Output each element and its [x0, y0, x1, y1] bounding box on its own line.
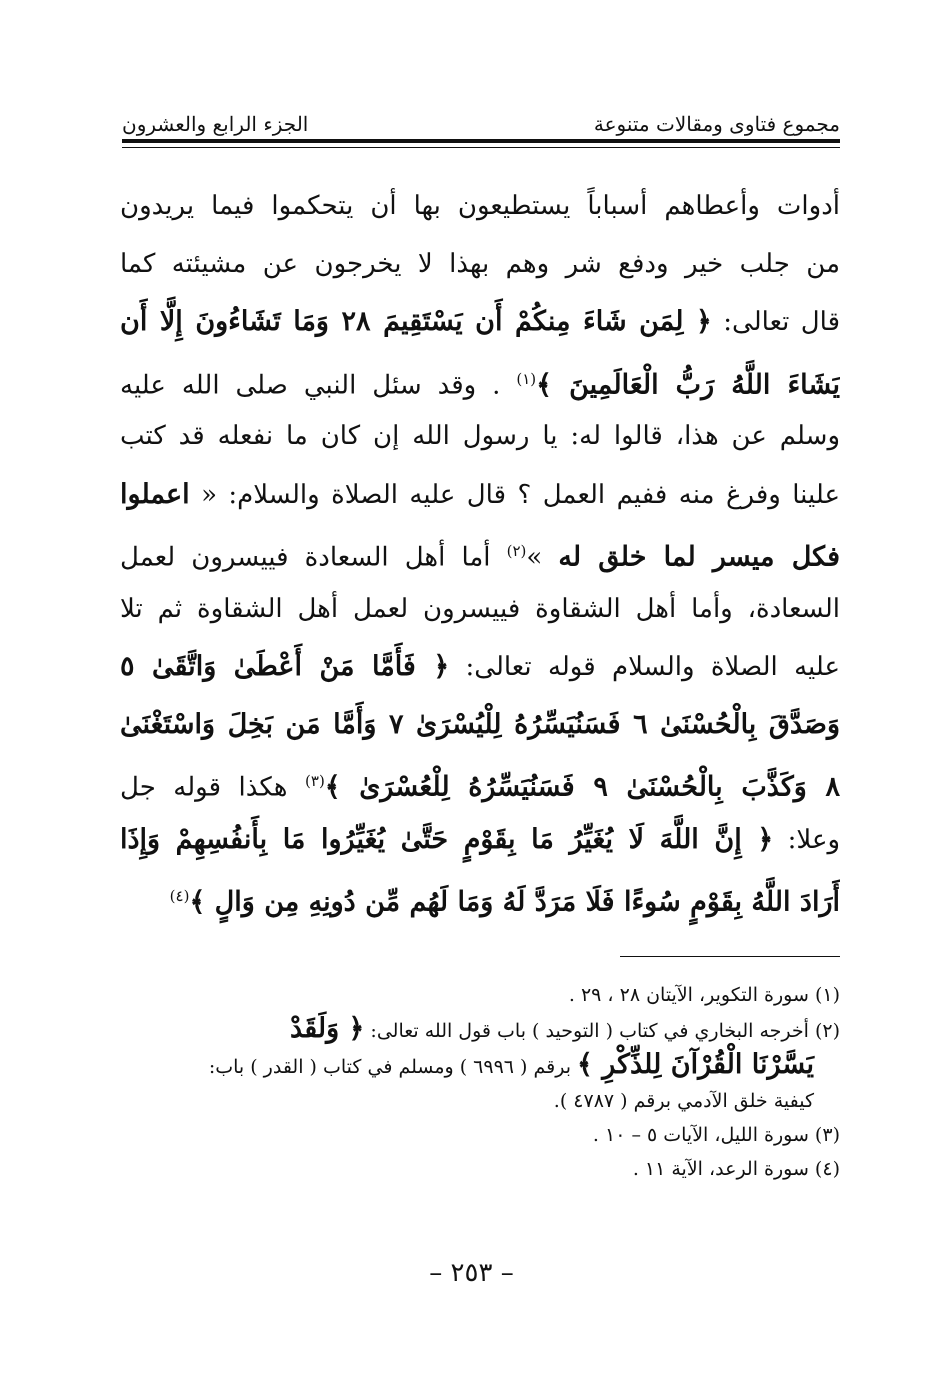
footnote-text: (١) سورة التكوير، الآيتان ٢٨ ، ٢٩ . — [568, 984, 840, 1006]
body-line — [120, 868, 840, 926]
header-rule-thick — [122, 139, 840, 143]
footnote-separator — [620, 956, 840, 957]
quran-verse: أَرَادَ اللَّهُ بِقَوْمٍ سُوءًا فَلَا مَرَدَّ لَهُ وَمَا لَهُم مِّن دُونِهِ مِن وَالٍ ﴾ — [189, 886, 840, 918]
line-text: السعادة، وأما أهل الشقاوة فييسرون لعمل أهل الشقاوة ثم تلا — [120, 593, 840, 624]
body-line — [120, 523, 840, 581]
quran-verse: ﴿ لِمَن شَاءَ مِنكُمْ أَن يَسْتَقِيمَ ٢٨ وَمَا تَشَاءُونَ إِلَّا أَن — [120, 306, 712, 337]
line-text: وعلا: — [773, 824, 840, 855]
line-text: أدوات وأعطاهم أسباباً يستطيعون بها أن يتحكموا فيما يريدون — [120, 191, 840, 221]
line-text: هكذا قوله جل — [120, 772, 306, 803]
quran-verse: وَصَدَّقَ بِالْحُسْنَىٰ ٦ فَسَنُيَسِّرُهُ لِلْيُسْرَىٰ ٧ وَأَمَّا مَن بَخِلَ وَاسْتَغْنَىٰ — [120, 708, 840, 740]
line-text: علينا وفرغ منه ففيم العمل ؟ قال عليه الصلاة والسلام: « — [189, 479, 840, 510]
footnotes — [118, 978, 840, 1186]
quran-verse: ﴿ فَأَمَّا مَنْ أَعْطَىٰ وَاتَّقَىٰ ٥ — [120, 651, 450, 682]
body-line — [120, 581, 840, 639]
header-rule-thin — [122, 147, 840, 148]
footnote-text: (٢) أخرجه البخاري في كتاب ( التوحيد ) باب قول الله تعالى: — [364, 1020, 840, 1042]
footnote-text: برقم ( ٦٩٩٦ ) ومسلم في كتاب ( القدر ) باب: — [208, 1056, 578, 1078]
footnote — [118, 1152, 840, 1186]
footnote — [118, 1084, 840, 1118]
footnote-marker: (٢) — [506, 542, 527, 560]
running-header — [122, 96, 840, 136]
footnote-marker: (١) — [516, 369, 537, 388]
footnote — [118, 978, 840, 1012]
body-line — [120, 638, 840, 696]
footnote — [118, 1048, 840, 1084]
body-line — [120, 811, 840, 869]
line-text: من جلب خير ودفع شر وهم بهذا لا يخرجون عن مشيئته كما — [120, 248, 840, 279]
hadith-text: اعملوا — [120, 478, 190, 510]
body-line — [120, 293, 840, 351]
body-line — [120, 178, 840, 236]
body-line — [120, 466, 840, 524]
body-line — [120, 351, 840, 409]
page-number: – ٢٥٣ – — [429, 1258, 514, 1288]
footnote-text: (٣) سورة الليل، الآيات ٥ – ١٠ . — [592, 1124, 840, 1146]
line-text: . وقد سئل النبي صلى الله عليه — [120, 370, 517, 401]
body-line — [120, 753, 840, 811]
footnote-marker: (٤) — [169, 887, 190, 905]
quran-verse: يَشَاءَ اللَّهُ رَبُّ الْعَالَمِينَ ﴾ — [536, 369, 840, 401]
hadith-text: فكل ميسر لما خلق له — [558, 541, 840, 573]
quran-verse: ٨ وَكَذَّبَ بِالْحُسْنَىٰ ٩ فَسَنُيَسِّرُهُ لِلْعُسْرَىٰ ﴾ — [324, 771, 840, 803]
footnote-marker: (٣) — [305, 772, 325, 790]
body-line — [120, 236, 840, 294]
line-text: » — [526, 542, 559, 573]
footnote-text: (٤) سورة الرعد، الآية ١١ . — [632, 1158, 840, 1180]
body-text — [120, 178, 840, 926]
body-line — [120, 696, 840, 754]
book-title: مجموع فتاوى ومقالات متنوعة — [593, 112, 840, 136]
volume-label: الجزء الرابع والعشرون — [122, 112, 309, 136]
line-text: وسلم عن هذا، قالوا له: يا رسول الله إن كان ما نفعله قد كتب — [120, 421, 840, 451]
footnote-text: كيفية خلق الآدمي برقم ( ٤٧٨٧ ). — [553, 1090, 814, 1112]
line-text: أما أهل السعادة فييسرون لعمل — [120, 542, 507, 573]
body-line — [120, 408, 840, 466]
line-text: عليه الصلاة والسلام قوله تعالى: — [449, 652, 840, 682]
line-text: قال تعالى: — [711, 307, 840, 337]
footnote — [118, 1012, 840, 1048]
footnote — [118, 1118, 840, 1152]
quran-verse: ﴿ إِنَّ اللَّهَ لَا يُغَيِّرُ مَا بِقَوْمٍ حَتَّىٰ يُغَيِّرُوا مَا بِأَنفُسِهِمْ وَإِذَا — [120, 823, 774, 855]
quran-verse: يَسَّرْنَا الْقُرْآنَ لِلذِّكْرِ ﴾ — [577, 1049, 814, 1080]
quran-verse: ﴿ وَلَقَدْ — [290, 1013, 365, 1044]
